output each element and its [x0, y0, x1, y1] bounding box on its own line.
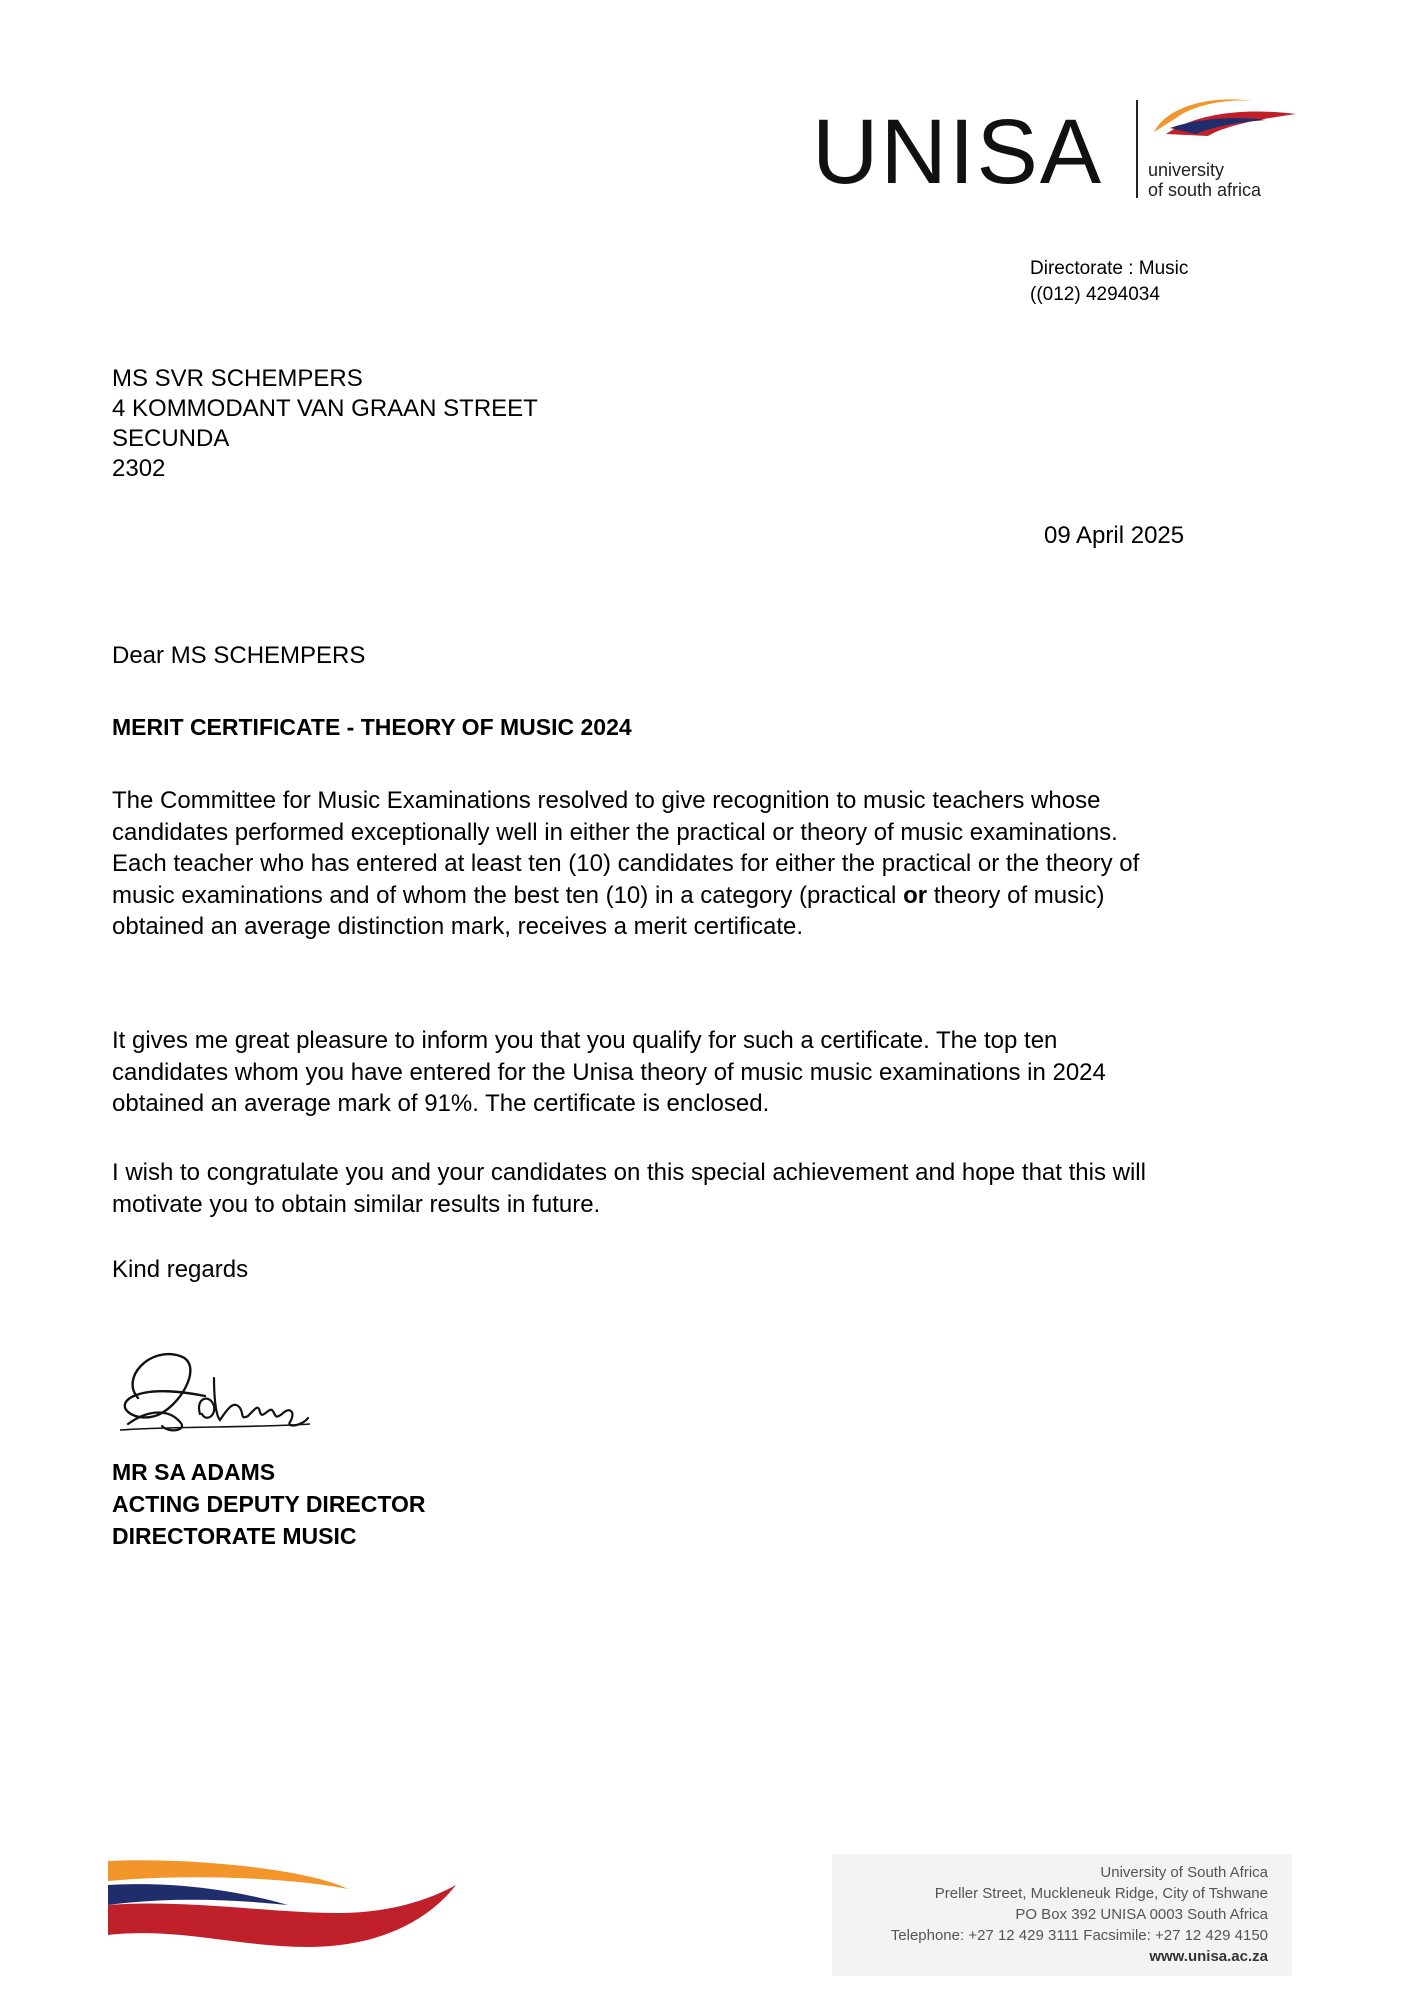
unisa-logo — [812, 94, 1312, 204]
footer-institution: University of South Africa — [1100, 1864, 1268, 1881]
logo-wordmark: UNISA — [812, 101, 1104, 203]
recipient-town: SECUNDA — [112, 425, 230, 452]
body-paragraph-3: I wish to congratulate you and your candidates on this special achievement and hope that this will motivate you to obtain similar results in future. — [112, 1159, 1146, 1218]
signatory-name: MR SA ADAMS — [112, 1459, 276, 1485]
letter-date: 09 April 2025 — [1044, 522, 1185, 549]
footer-website-link[interactable]: www.unisa.ac.za — [1149, 1948, 1268, 1965]
directorate-contact — [1030, 256, 1188, 308]
body-paragraph-1: The Committee for Music Examinations resolved to give recognition to music teachers whose candidates performed exceptionally well in either the practical or theory of music examinations. Each teacher who has entered at least ten (10) candidates for either the practical or the theory of music examinations and of whom the best ten (10) in a category (practical or theory of music) obtained an average distinction mark, receives a merit certificate. — [112, 787, 1140, 940]
footer-flag-swoosh-icon — [108, 1855, 458, 1973]
recipient-address — [112, 364, 538, 484]
signatory-department: DIRECTORATE MUSIC — [112, 1523, 357, 1549]
closing: Kind regards — [112, 1256, 249, 1283]
footer-po-box: PO Box 392 UNISA 0003 South Africa — [1015, 1906, 1268, 1923]
body-paragraph-2: It gives me great pleasure to inform you that you qualify for such a certificate. The top ten candidates whom you have entered for the Unisa theory of music music examinations in 2024 obtained an average mark of 91%. The certificate is enclosed. — [112, 1027, 1106, 1117]
recipient-name: MS SVR SCHEMPERS — [112, 365, 363, 392]
directorate-name: Directorate : Music — [1030, 258, 1189, 279]
footer-contact-box — [832, 1854, 1292, 1976]
recipient-postal-code: 2302 — [112, 455, 166, 482]
recipient-street: 4 KOMMODANT VAN GRAAN STREET — [112, 395, 538, 422]
logo-subtitle: university of south africa — [1148, 160, 1262, 200]
signatory-block — [112, 1456, 426, 1552]
flag-swoosh-icon — [1148, 94, 1298, 144]
footer-street: Preller Street, Muckleneuk Ridge, City of Tshwane — [934, 1885, 1268, 1902]
signatory-title: ACTING DEPUTY DIRECTOR — [112, 1491, 426, 1517]
handwritten-signature — [110, 1338, 330, 1438]
letter-subject: MERIT CERTIFICATE - THEORY OF MUSIC 2024 — [112, 714, 632, 740]
directorate-phone: ((012) 4294034 — [1030, 284, 1160, 305]
salutation: Dear MS SCHEMPERS — [112, 642, 366, 669]
footer-phone-fax: Telephone: +27 12 429 3111 Facsimile: +27 12 429 4150 — [890, 1927, 1268, 1944]
logo-divider — [1136, 100, 1138, 198]
